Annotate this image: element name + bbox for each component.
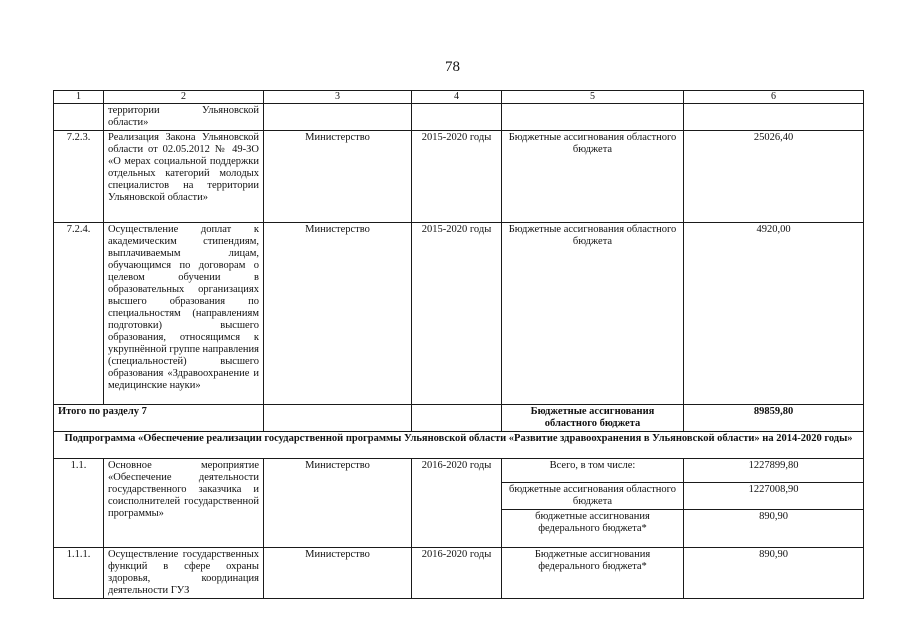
column-header: 6: [684, 91, 864, 104]
row-organization: Министерство: [264, 131, 412, 223]
page-number: 78: [445, 59, 460, 75]
row-number: 7.2.3.: [54, 131, 104, 223]
column-header: 2: [104, 91, 264, 104]
table-row: [54, 459, 864, 483]
row-period: 2016-2020 годы: [412, 459, 502, 548]
column-number-row: [54, 91, 864, 104]
row-funding-source: бюджетные ассигнования областного бюджета: [502, 483, 684, 510]
row-number: 7.2.4.: [54, 223, 104, 405]
table-row: [54, 131, 864, 223]
column-header: 5: [502, 91, 684, 104]
section-total-amount: 89859,80: [684, 405, 864, 432]
row-funding-source: бюджетные ассигнования федерального бюджета*: [502, 510, 684, 548]
table-row: [54, 548, 864, 599]
section-total-row: [54, 405, 864, 432]
row-period: 2015-2020 годы: [412, 223, 502, 405]
row-amount: 1227899,80: [684, 459, 864, 483]
column-header: 3: [264, 91, 412, 104]
section-total-source: Бюджетные ассигнования областного бюджета: [502, 405, 684, 432]
row-description: Реализация Закона Ульяновской области от 02.05.2012 № 49-ЗО «О мерах социальной поддержки отдельных категорий молодых специалистов на территории Ульяновской области»: [104, 131, 264, 223]
row-amount: 4920,00: [684, 223, 864, 405]
row-funding-source: Бюджетные ассигнования областного бюджета: [502, 223, 684, 405]
row-description: Осуществление доплат к академическим стипендиям, выплачиваемым лицам, обучающимся по договорам о целевом обучении в образовательных организациях высшего образования по специальностям (направлениям подготовки) высшего образования, относящимся к укрупнённой группе направления (специальностей) высшего образования «Здравоохранение и медицинские науки»: [104, 223, 264, 405]
row-organization: Министерство: [264, 548, 412, 599]
program-table: [53, 90, 864, 599]
column-header: 1: [54, 91, 104, 104]
row-description: территории Ульяновской области»: [104, 104, 264, 131]
subprogram-row: [54, 432, 864, 459]
row-amount: 25026,40: [684, 131, 864, 223]
row-description: Основное мероприятие «Обеспечение деятельности государственного заказчика и соисполнителей государственной программы»: [104, 459, 264, 548]
row-number: 1.1.: [54, 459, 104, 548]
table-row: [54, 104, 864, 131]
row-organization: Министерство: [264, 459, 412, 548]
row-amount: 1227008,90: [684, 483, 864, 510]
row-funding-source: Бюджетные ассигнования федерального бюджета*: [502, 548, 684, 599]
column-header: 4: [412, 91, 502, 104]
row-description: Осуществление государственных функций в сфере охраны здоровья, координация деятельности ГУЗ: [104, 548, 264, 599]
row-organization: Министерство: [264, 223, 412, 405]
row-number: 1.1.1.: [54, 548, 104, 599]
row-amount: 890,90: [684, 548, 864, 599]
row-funding-source: Бюджетные ассигнования областного бюджета: [502, 131, 684, 223]
section-total-label: Итого по разделу 7: [54, 405, 264, 432]
table-row: [54, 223, 864, 405]
row-funding-source: Всего, в том числе:: [502, 459, 684, 483]
row-period: 2016-2020 годы: [412, 548, 502, 599]
row-amount: 890,90: [684, 510, 864, 548]
subprogram-title: Подпрограмма «Обеспечение реализации государственной программы Ульяновской области «Развитие здравоохранения в Ульяновской области» на 2014-2020 годы»: [54, 432, 864, 459]
row-period: 2015-2020 годы: [412, 131, 502, 223]
